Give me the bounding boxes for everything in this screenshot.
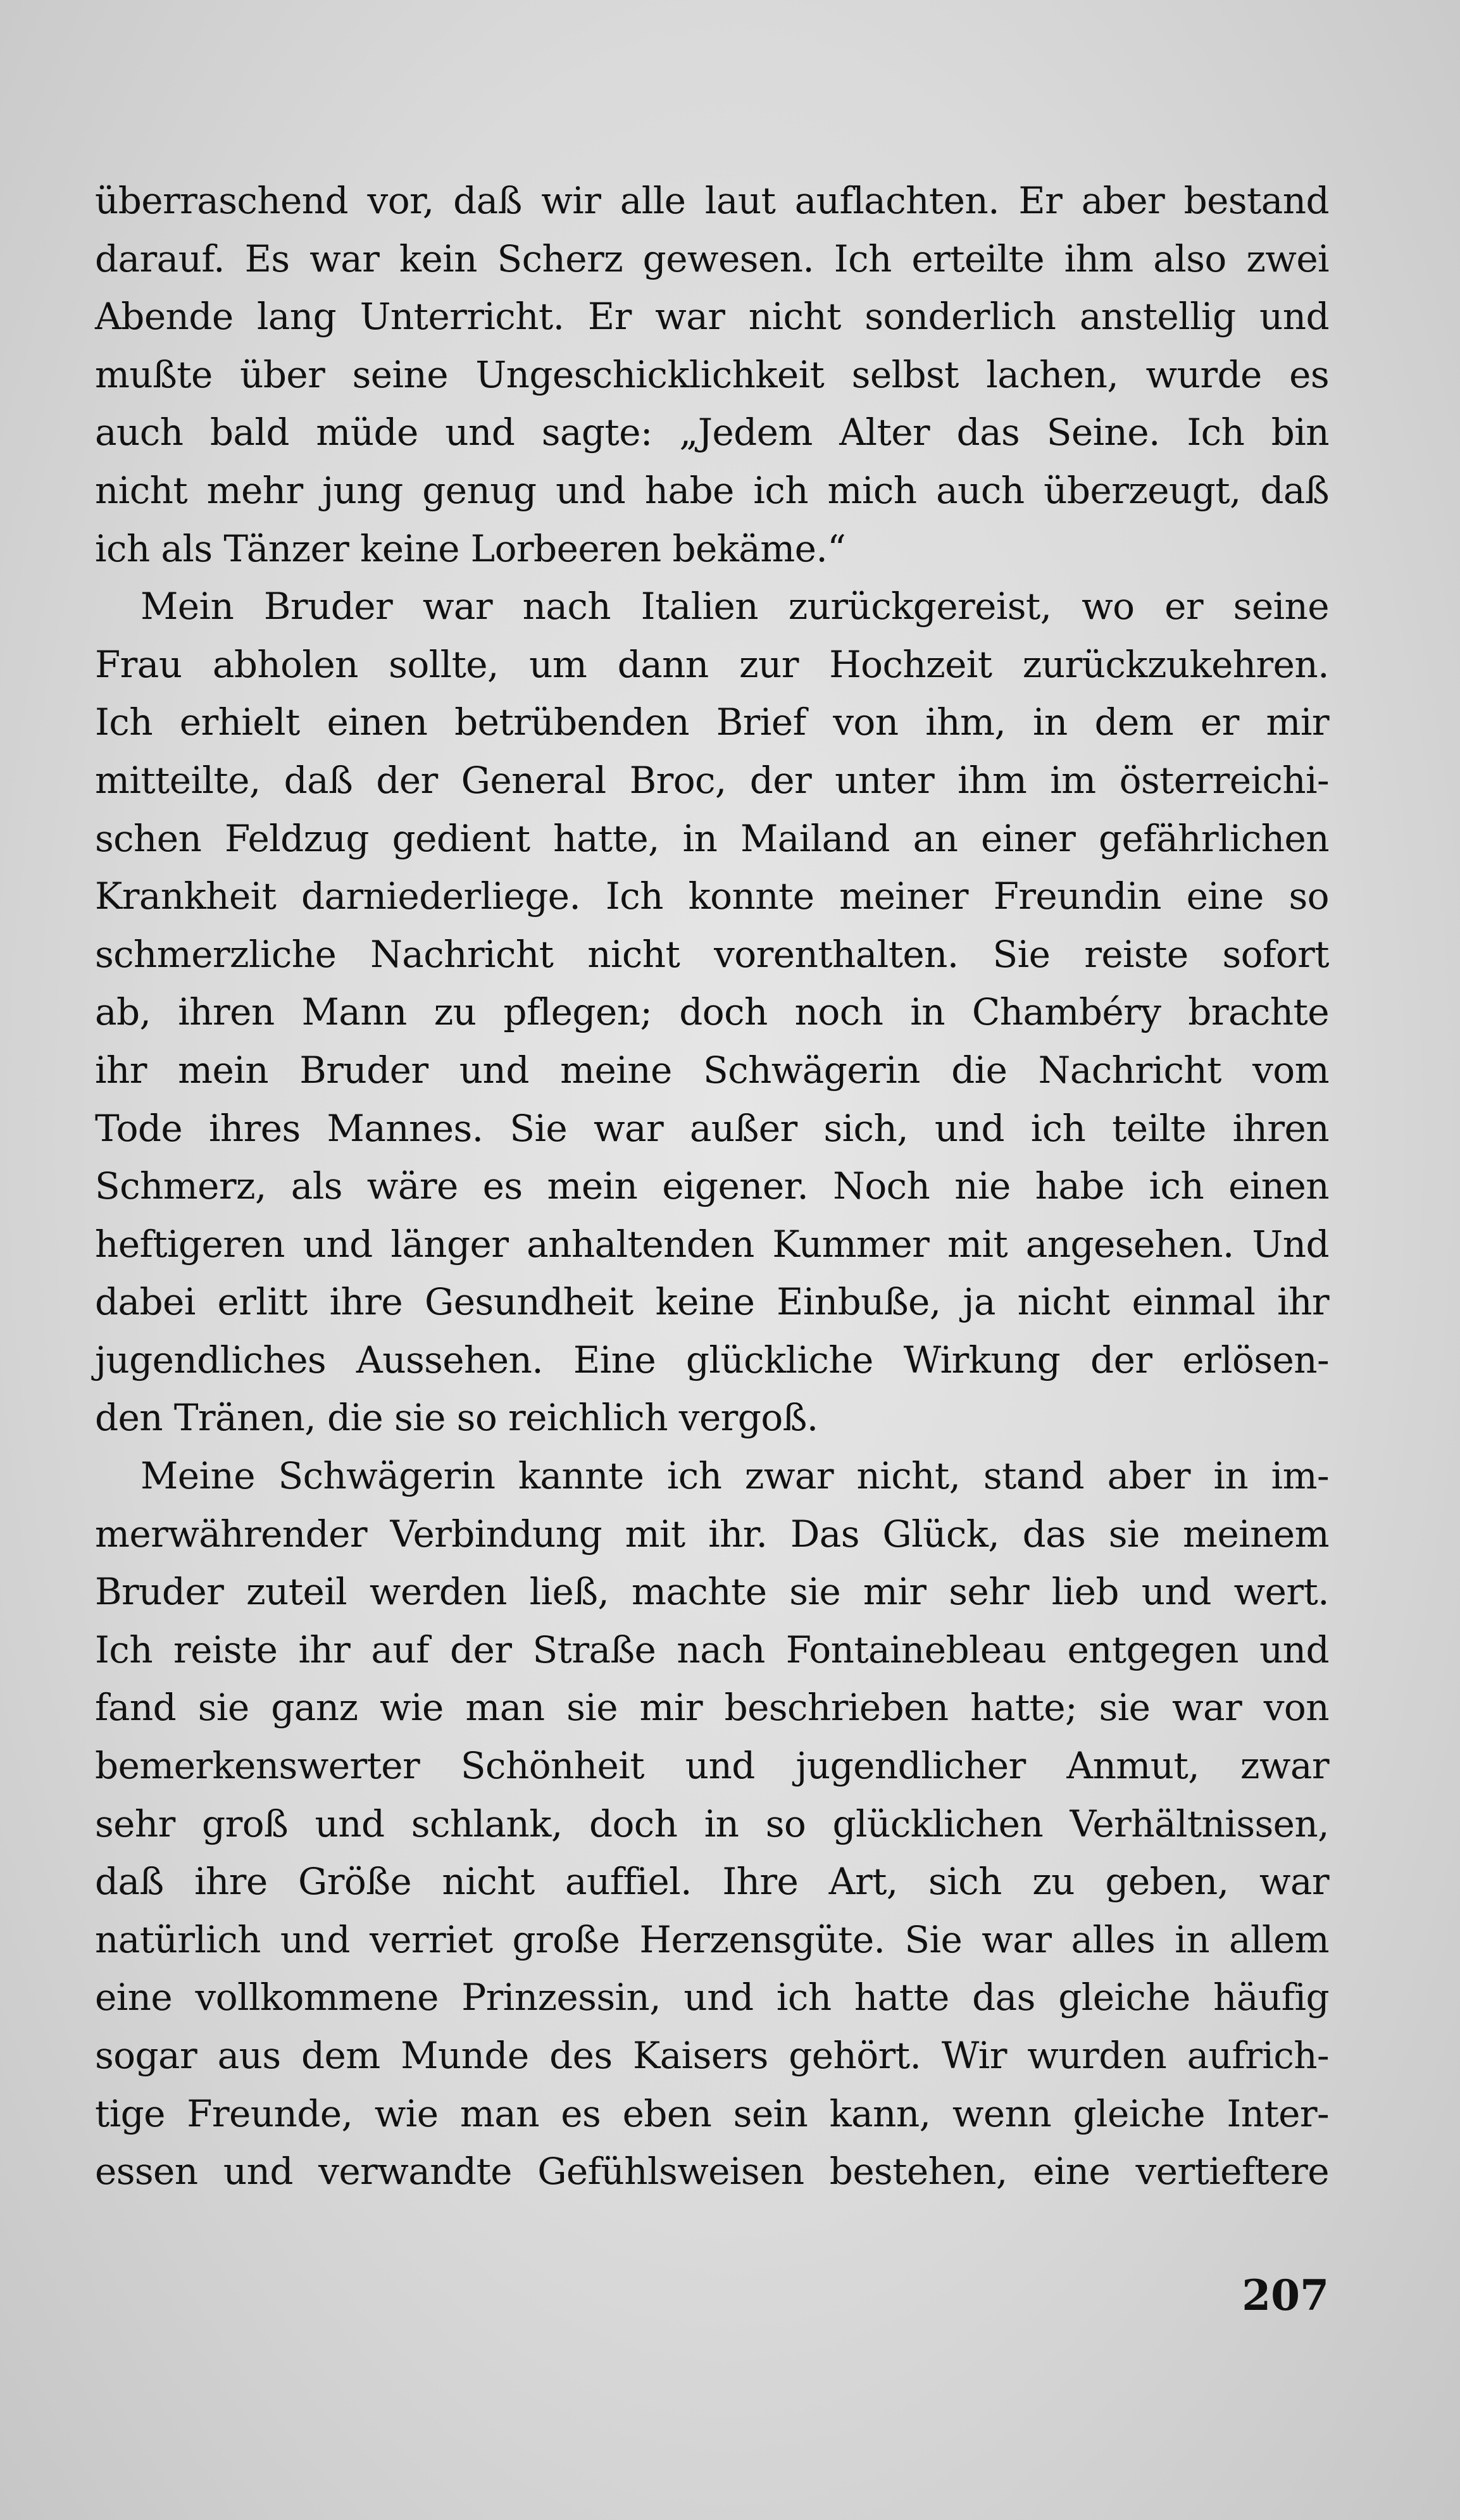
text-line: den Tränen, die sie so reichlich vergoß. bbox=[95, 1396, 818, 1440]
text-line: jugendliches Aussehen. Eine glückliche Wirkung der erlösen- bbox=[95, 1338, 1329, 1382]
text-line: essen und verwandte Gefühlsweisen bestehen, eine vertieftere bbox=[95, 2150, 1329, 2193]
text-line: Abende lang Unterricht. Er war nicht sonderlich anstellig und bbox=[95, 295, 1329, 339]
text-line: merwährender Verbindung mit ihr. Das Glück, das sie meinem bbox=[95, 1512, 1329, 1556]
text-line: nicht mehr jung genug und habe ich mich auch überzeugt, daß bbox=[95, 468, 1329, 512]
page-number: 207 bbox=[1242, 2271, 1329, 2320]
text-line: sogar aus dem Munde des Kaisers gehört. Wir wurden aufrich- bbox=[95, 2034, 1329, 2077]
paragraph-start: Mein Bruder war nach Italien zurückgereist, wo er seine bbox=[140, 585, 1329, 628]
text-line: auch bald müde und sagte: „Jedem Alter das Seine. Ich bin bbox=[95, 411, 1329, 454]
text-line: Schmerz, als wäre es mein eigener. Noch nie habe ich einen bbox=[95, 1164, 1329, 1208]
text-line: bemerkenswerter Schönheit und jugendlicher Anmut, zwar bbox=[95, 1744, 1329, 1788]
text-line: darauf. Es war kein Scherz gewesen. Ich erteilte ihm also zwei bbox=[95, 237, 1329, 280]
text-line: mitteilte, daß der General Broc, der unter ihm im österreichi- bbox=[95, 758, 1329, 802]
text-line: fand sie ganz wie man sie mir beschrieben hatte; sie war von bbox=[95, 1686, 1329, 1730]
text-line: schen Feldzug gedient hatte, in Mailand an einer gefährlichen bbox=[95, 816, 1329, 860]
text-line: Bruder zuteil werden ließ, machte sie mir sehr lieb und wert. bbox=[95, 1570, 1329, 1614]
text-line: schmerzliche Nachricht nicht vorenthalten. Sie reiste sofort bbox=[95, 932, 1329, 976]
text-line: Frau abholen sollte, um dann zur Hochzeit zurückzukehren. bbox=[95, 642, 1329, 686]
text-line: Krankheit darniederliege. Ich konnte meiner Freundin eine so bbox=[95, 875, 1329, 918]
text-line: eine vollkommene Prinzessin, und ich hatte das gleiche häufig bbox=[95, 1976, 1329, 2019]
text-line: Ich reiste ihr auf der Straße nach Fontainebleau entgegen und bbox=[95, 1628, 1329, 1671]
text-line: mußte über seine Ungeschicklichkeit selbst lachen, wurde es bbox=[95, 352, 1329, 396]
text-line: heftigeren und länger anhaltenden Kummer mit angesehen. Und bbox=[95, 1222, 1329, 1266]
text-line: daß ihre Größe nicht auffiel. Ihre Art, sich zu geben, war bbox=[95, 1860, 1329, 1904]
text-line: dabei erlitt ihre Gesundheit keine Einbuße, ja nicht einmal ihr bbox=[95, 1280, 1329, 1324]
text-line: ihr mein Bruder und meine Schwägerin die Nachricht vom bbox=[95, 1048, 1329, 1092]
text-line: ab, ihren Mann zu pflegen; doch noch in Chambéry brachte bbox=[95, 990, 1329, 1034]
text-line: sehr groß und schlank, doch in so glücklichen Verhältnissen, bbox=[95, 1802, 1329, 1845]
paragraph-start: Meine Schwägerin kannte ich zwar nicht, stand aber in im- bbox=[140, 1454, 1329, 1498]
text-line: tige Freunde, wie man es eben sein kann, wenn gleiche Inter- bbox=[95, 2092, 1329, 2135]
text-line: Ich erhielt einen betrübenden Brief von ihm, in dem er mir bbox=[95, 701, 1329, 744]
text-line: ich als Tänzer keine Lorbeeren bekäme.“ bbox=[95, 527, 846, 570]
body-text bbox=[95, 172, 1329, 2201]
text-line: Tode ihres Mannes. Sie war außer sich, und ich teilte ihren bbox=[95, 1106, 1329, 1150]
text-line: natürlich und verriet große Herzensgüte. Sie war alles in allem bbox=[95, 1918, 1329, 1961]
text-line: überraschend vor, daß wir alle laut auflachten. Er aber bestand bbox=[95, 179, 1329, 222]
